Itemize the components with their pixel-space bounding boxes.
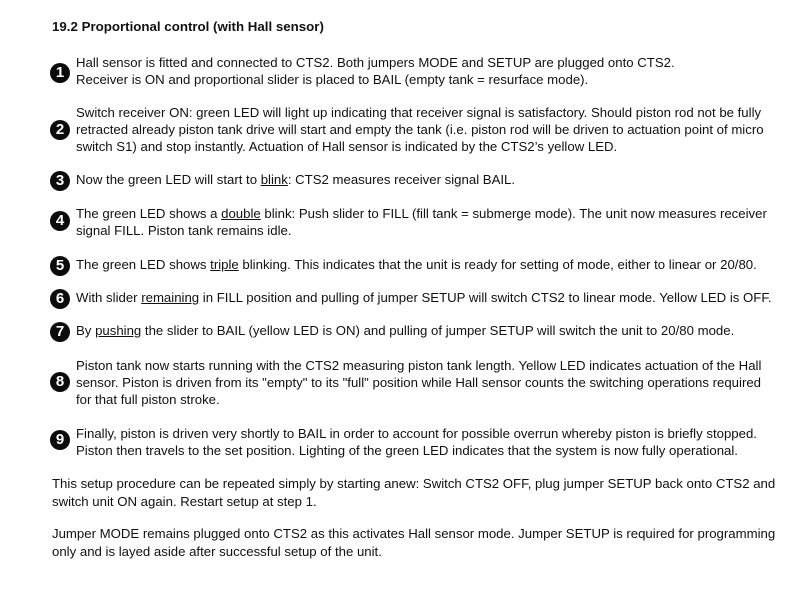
step-text	[76, 323, 790, 340]
text-line: Piston then travels to the set position. Lighting of the green LED indicates that the system is now fully operational.	[76, 442, 738, 458]
underlined-text: blink	[260, 172, 288, 187]
text-line	[76, 206, 790, 223]
underlined-text: remaining	[141, 290, 200, 305]
text-line: Piston tank now starts running with the CTS2 measuring piston tank length. Yellow LED indicates actuation of the Hall	[76, 358, 762, 373]
section-heading: 19.2 Proportional control (with Hall sensor)	[52, 19, 324, 34]
step-text	[76, 257, 790, 274]
text-run: blink: Push slider to FILL (fill tank = submerge mode). The unit now measures receiver	[260, 206, 767, 221]
step-number-badge: 7	[50, 322, 70, 342]
step-number-badge: 6	[50, 289, 70, 309]
text-line: This setup procedure can be repeated simply by starting anew: Switch CTS2 OFF, plug jumper SETUP back onto CTS2 and	[52, 476, 776, 491]
step-number-badge: 9	[50, 430, 70, 450]
text-line: Receiver is ON and proportional slider is placed to BAIL (empty tank = resurface mode).	[76, 71, 589, 87]
text-line: switch S1) and stop instantly. Actuation of Hall sensor is indicated by the CTS2’s yellow LED.	[76, 138, 618, 154]
text-line	[76, 323, 790, 340]
text-line	[76, 257, 790, 274]
step-text	[76, 105, 790, 155]
underlined-text: triple	[210, 257, 239, 272]
step-text	[76, 358, 790, 408]
text-run: With slider	[76, 290, 142, 305]
text-line: for that full piston stroke.	[76, 391, 220, 407]
underlined-text: double	[221, 206, 261, 221]
step-number-badge: 5	[50, 256, 70, 276]
text-line: retracted already piston tank drive will start and empty the tank (i.e. piston rod will be driven to actuation point of micro	[76, 121, 764, 137]
text-run: By	[76, 323, 96, 338]
text-line: Hall sensor is fitted and connected to CTS2. Both jumpers MODE and SETUP are plugged onto CTS2.	[76, 55, 675, 70]
text-run: blinking. This indicates that the unit is ready for setting of mode, either to linear or 20/80.	[238, 257, 757, 272]
step-number-badge: 4	[50, 211, 70, 231]
step-number-badge: 8	[50, 372, 70, 392]
step-text	[76, 290, 790, 307]
text-line: switch unit ON again. Restart setup at step 1.	[52, 493, 317, 509]
text-run: : CTS2 measures receiver signal BAIL.	[287, 172, 516, 187]
step-text	[76, 206, 790, 240]
text-line: Switch receiver ON: green LED will light up indicating that receiver signal is satisfactory. Should piston rod not be fully	[76, 105, 762, 120]
step-number-badge: 3	[50, 171, 70, 191]
text-line: sensor. Piston is driven from its "empty" to its "full" position while Hall sensor counts the switching operations required	[76, 374, 762, 390]
text-run: in FILL position and pulling of jumper SETUP will switch CTS2 to linear mode. Yellow LED is OFF.	[199, 290, 772, 305]
step-text	[76, 55, 790, 89]
text-line: only and is layed aside after successful setup of the unit.	[52, 543, 382, 559]
text-run: The green LED shows a	[76, 206, 222, 221]
step-text	[76, 172, 790, 189]
setup-repeat-paragraph	[52, 475, 792, 510]
text-run: The green LED shows	[76, 257, 211, 272]
text-line: Jumper MODE remains plugged onto CTS2 as this activates Hall sensor mode. Jumper SETUP is required for programming	[52, 526, 776, 541]
text-line	[76, 172, 790, 189]
step-number-badge: 2	[50, 120, 70, 140]
underlined-text: pushing	[95, 323, 142, 338]
text-line: signal FILL. Piston tank remains idle.	[76, 222, 292, 238]
step-text	[76, 426, 790, 460]
text-line: Finally, piston is driven very shortly to BAIL in order to account for possible overrun whereby piston is briefly stopped.	[76, 426, 757, 441]
text-run: the slider to BAIL (yellow LED is ON) and pulling of jumper SETUP will switch the unit to 20/80 mode.	[141, 323, 735, 338]
text-run: Now the green LED will start to	[76, 172, 261, 187]
jumper-note-paragraph	[52, 525, 792, 560]
text-line	[76, 290, 790, 307]
step-number-badge: 1	[50, 63, 70, 83]
